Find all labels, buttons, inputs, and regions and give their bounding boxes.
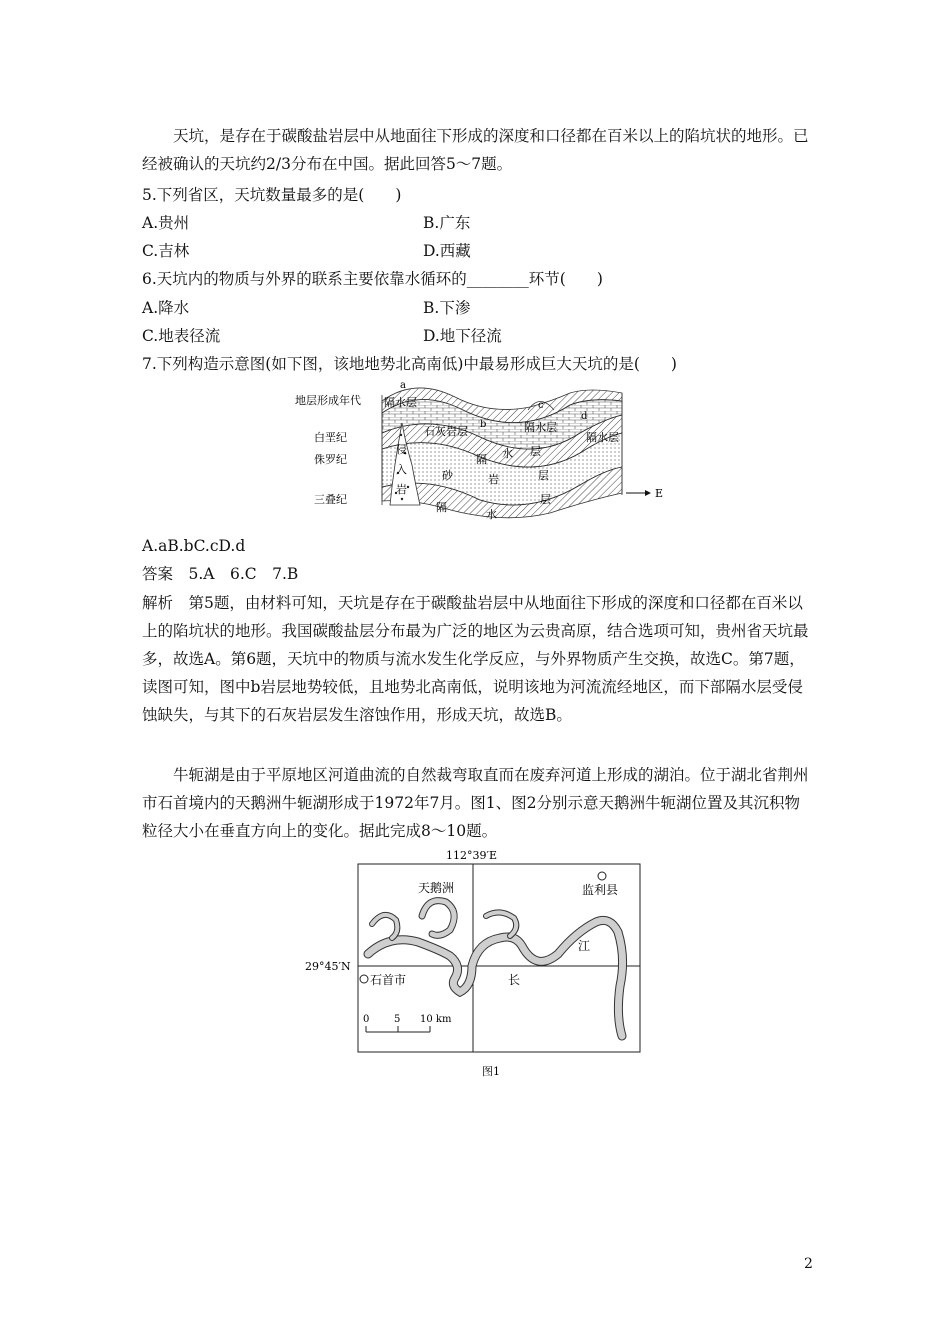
lake-label: 天鹅洲 xyxy=(418,881,455,895)
aquitard-right-label: 隔水层 xyxy=(586,431,619,444)
river-label-chang: 长 xyxy=(508,973,521,987)
era-triassic: 三叠纪 xyxy=(314,493,347,506)
city-label: 石首市 xyxy=(370,973,407,987)
label-c: c xyxy=(538,400,544,411)
intrusion-char-1: 侵 xyxy=(396,443,407,456)
label-a: a xyxy=(400,380,406,391)
question-7-stem: 7.下列构造示意图(如下图，该地地势北高南低)中最易形成巨大天坑的是( ) xyxy=(142,355,677,373)
passage-2: 牛轭湖是由于平原地区河道曲流的自然裁弯取直而在废弃河道上形成的湖泊。位于湖北省荆州市石首境内的天鹅洲牛轭湖形成于1972年7月。图1、图2分别示意天鹅洲牛轭湖位置及其沉积物粒径大小在垂直方向上的变化。据此完成8～10题。 xyxy=(142,766,809,840)
q6-option-c: C.地表径流 xyxy=(142,327,221,345)
scale-0: 0 xyxy=(363,1014,370,1025)
answer-line: 答案 5.A 6.C 7.B xyxy=(142,565,299,583)
q5-option-c: C.吉林 xyxy=(142,242,190,260)
era-title: 地层形成年代 xyxy=(295,394,361,407)
mid-aquitard-char-2: 水 xyxy=(502,447,513,460)
analysis-paragraph: 解析 第5题，由材料可知，天坑是存在于碳酸盐岩层中从地面往下形成的深度和口径都在百米以上的陷坑状的地形。我国碳酸盐层分布最为广泛的地区为云贵高原，结合选项可知，贵州省天坑最多，故选A。第6题，天坑中的物质与流水发生化学反应，与外界物质产生交换，故选C。第7题，读图可知，图中b岩层地势较低，且地势北高南低，说明该地为河流流经地区，而下部隔水层受侵蚀缺失，与其下的石灰岩层发生溶蚀作用，形成天坑，故选B。 xyxy=(142,594,809,724)
q5-option-b: B.广东 xyxy=(423,214,471,232)
county-label: 监利县 xyxy=(582,883,619,897)
latitude-label: 29°45′N xyxy=(305,960,351,973)
oxbow-lake-map xyxy=(300,846,645,1081)
low-aquitard-char-3: 层 xyxy=(540,493,551,506)
era-jurassic: 侏罗纪 xyxy=(314,453,347,466)
aquitard-top-label: 隔水层 xyxy=(384,396,417,409)
scale-5: 5 xyxy=(394,1014,401,1025)
mid-aquitard-char-3: 层 xyxy=(530,445,541,458)
question-5-stem: 5.下列省区，天坑数量最多的是( ) xyxy=(142,186,402,204)
q6-option-b: B.下渗 xyxy=(423,299,471,317)
page-number: 2 xyxy=(804,1256,813,1272)
q5-option-d: D.西藏 xyxy=(423,242,471,260)
mid-aquitard-char-1: 隔 xyxy=(476,453,487,466)
passage-1: 天坑，是存在于碳酸盐岩层中从地面往下形成的深度和口径都在百米以上的陷坑状的地形。已经被确认的天坑约2/3分布在中国。据此回答5～7题。 xyxy=(142,127,809,173)
longitude-label: 112°39′E xyxy=(446,849,498,862)
scale-10: 10 km xyxy=(420,1014,452,1025)
label-b: b xyxy=(480,419,487,430)
geologic-structure-diagram xyxy=(290,375,670,525)
intrusion-char-2: 入 xyxy=(396,463,407,476)
sandstone-char-1: 砂 xyxy=(442,469,453,482)
sandstone-char-2: 岩 xyxy=(488,473,499,486)
q6-option-a: A.降水 xyxy=(142,299,190,317)
low-aquitard-char-1: 隔 xyxy=(436,501,447,514)
aquitard-mid-right-label: 隔水层 xyxy=(524,421,557,434)
label-d: d xyxy=(581,411,588,422)
q6-option-d: D.地下径流 xyxy=(423,327,502,345)
intrusion-char-3: 岩 xyxy=(396,483,407,496)
low-aquitard-char-2: 水 xyxy=(486,508,497,521)
q5-option-a: A.贵州 xyxy=(142,214,190,232)
east-label: E xyxy=(655,487,664,500)
q7-options: A.aB.bC.cD.d xyxy=(142,537,246,555)
figure-caption: 图1 xyxy=(482,1065,500,1078)
era-cretaceous: 白垩纪 xyxy=(314,431,347,444)
question-6-stem: 6.天坑内的物质与外界的联系主要依靠水循环的________环节( ) xyxy=(142,270,603,288)
sandstone-char-3: 层 xyxy=(538,469,549,482)
river-label-jiang: 江 xyxy=(578,939,591,953)
limestone-label: 石灰岩层 xyxy=(424,425,468,438)
